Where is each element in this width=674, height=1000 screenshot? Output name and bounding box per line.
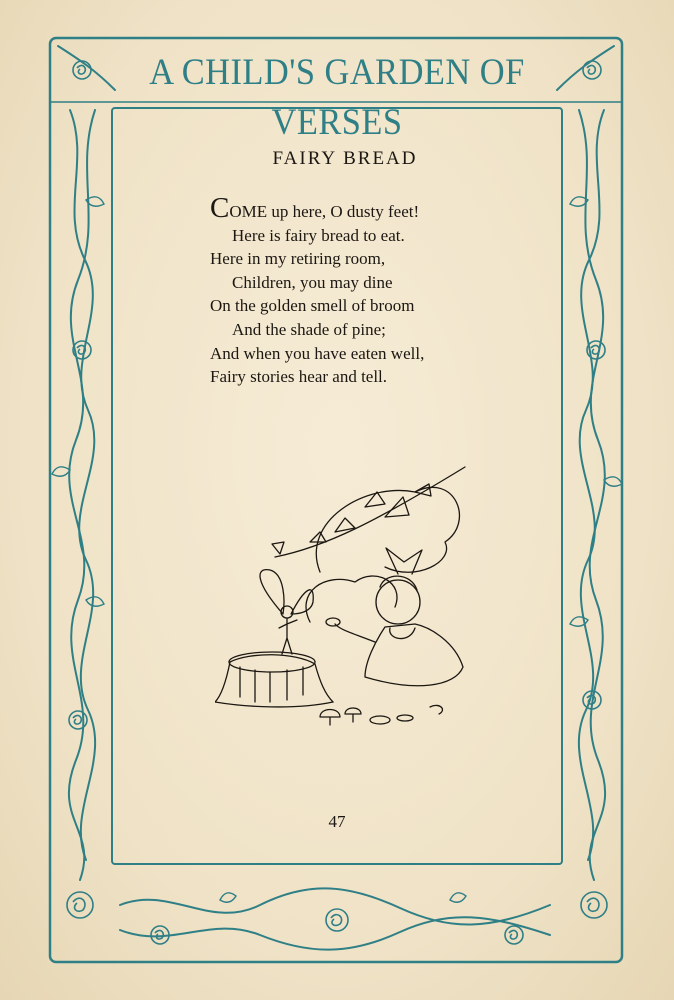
poem-line: Here is fairy bread to eat.	[232, 225, 405, 245]
drop-cap: C	[210, 192, 230, 224]
book-title: A CHILD'S GARDEN OF VERSES	[149, 52, 525, 143]
poem-line: On the golden smell of broom	[210, 296, 415, 316]
poem-line: Children, you may dine	[232, 272, 393, 292]
poem-text	[210, 192, 510, 389]
poem-line: And when you have eaten well,	[210, 343, 425, 363]
poem-line	[210, 192, 510, 224]
poem-line-text: OME up here, O dusty feet!	[229, 202, 420, 221]
page-number: 47	[328, 812, 346, 831]
poem-line: And the shade of pine;	[232, 319, 386, 339]
poem-line: Here in my retiring room,	[210, 249, 386, 269]
poem-title: FAIRY BREAD	[272, 148, 418, 169]
fairy-tea-illustration	[215, 462, 475, 730]
poem-line: Fairy stories hear and tell.	[210, 367, 388, 387]
